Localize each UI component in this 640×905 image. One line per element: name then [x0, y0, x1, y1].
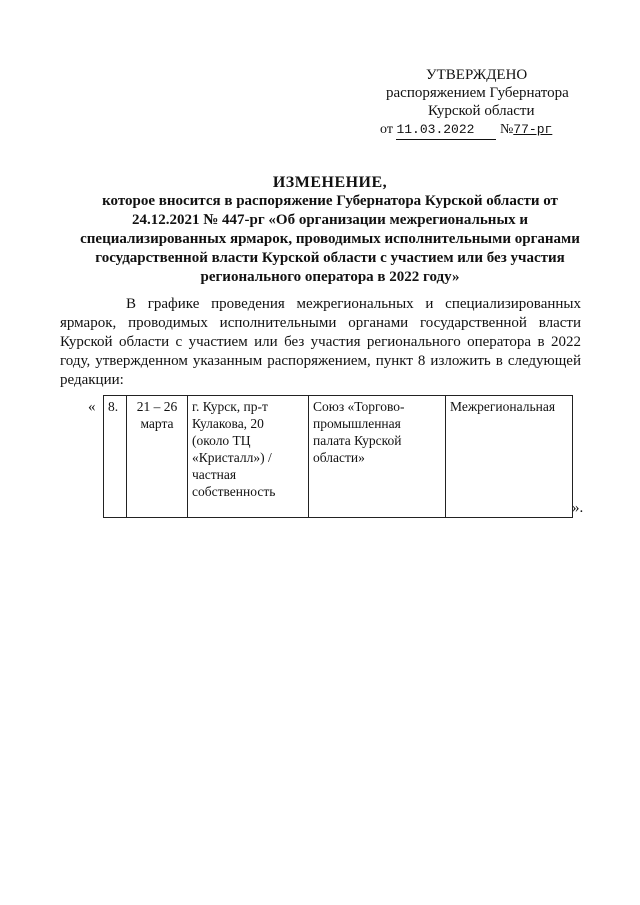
- approval-stamp: [380, 66, 580, 140]
- body-paragraph: В графике проведения межрегиональных и специализированных ярмарок, проводимых исполнительными органами государственной власти Курской области с участием или без участия регионального оператора в 2022 году, утвержденном указанным распоряжением, пункт 8 изложить в следующей редакции:: [60, 296, 581, 388]
- cell-organizer: Союз «Торгово-промышленная палата Курской области»: [309, 396, 446, 518]
- cell-dates: 21 – 26 марта: [127, 396, 188, 518]
- schedule-table: [103, 395, 573, 518]
- approval-date-number: [380, 121, 580, 140]
- cell-number: 8.: [104, 396, 127, 518]
- approval-date: 11.03.2022: [396, 121, 496, 140]
- cell-type: Межрегиональная: [446, 396, 573, 518]
- quote-close: ».: [572, 500, 584, 516]
- approval-authority: распоряжением Губернатора: [386, 85, 569, 101]
- approval-title: УТВЕРЖДЕНО: [426, 67, 528, 83]
- approval-number: 77-рг: [513, 122, 553, 137]
- approval-date-prefix: от: [380, 122, 393, 137]
- heading-subtitle: которое вносится в распоряжение Губернатора Курской области от 24.12.2021 № 447-рг «Об организации межрегиональных и специализированных ярмарок, проводимых исполнительными органами государственной власти Курской области с участием или без участия регионального оператора в 2022 году»: [80, 193, 580, 285]
- approval-number-sign: №: [499, 122, 514, 137]
- document-heading: [70, 173, 590, 287]
- heading-main: ИЗМЕНЕНИЕ,: [272, 174, 388, 191]
- quote-open: «: [88, 399, 96, 415]
- approval-region: Курской области: [428, 103, 535, 119]
- table-row: [104, 396, 573, 518]
- cell-place: г. Курск, пр-т Кулакова, 20 (около ТЦ «Кристалл») / частная собственность: [188, 396, 309, 518]
